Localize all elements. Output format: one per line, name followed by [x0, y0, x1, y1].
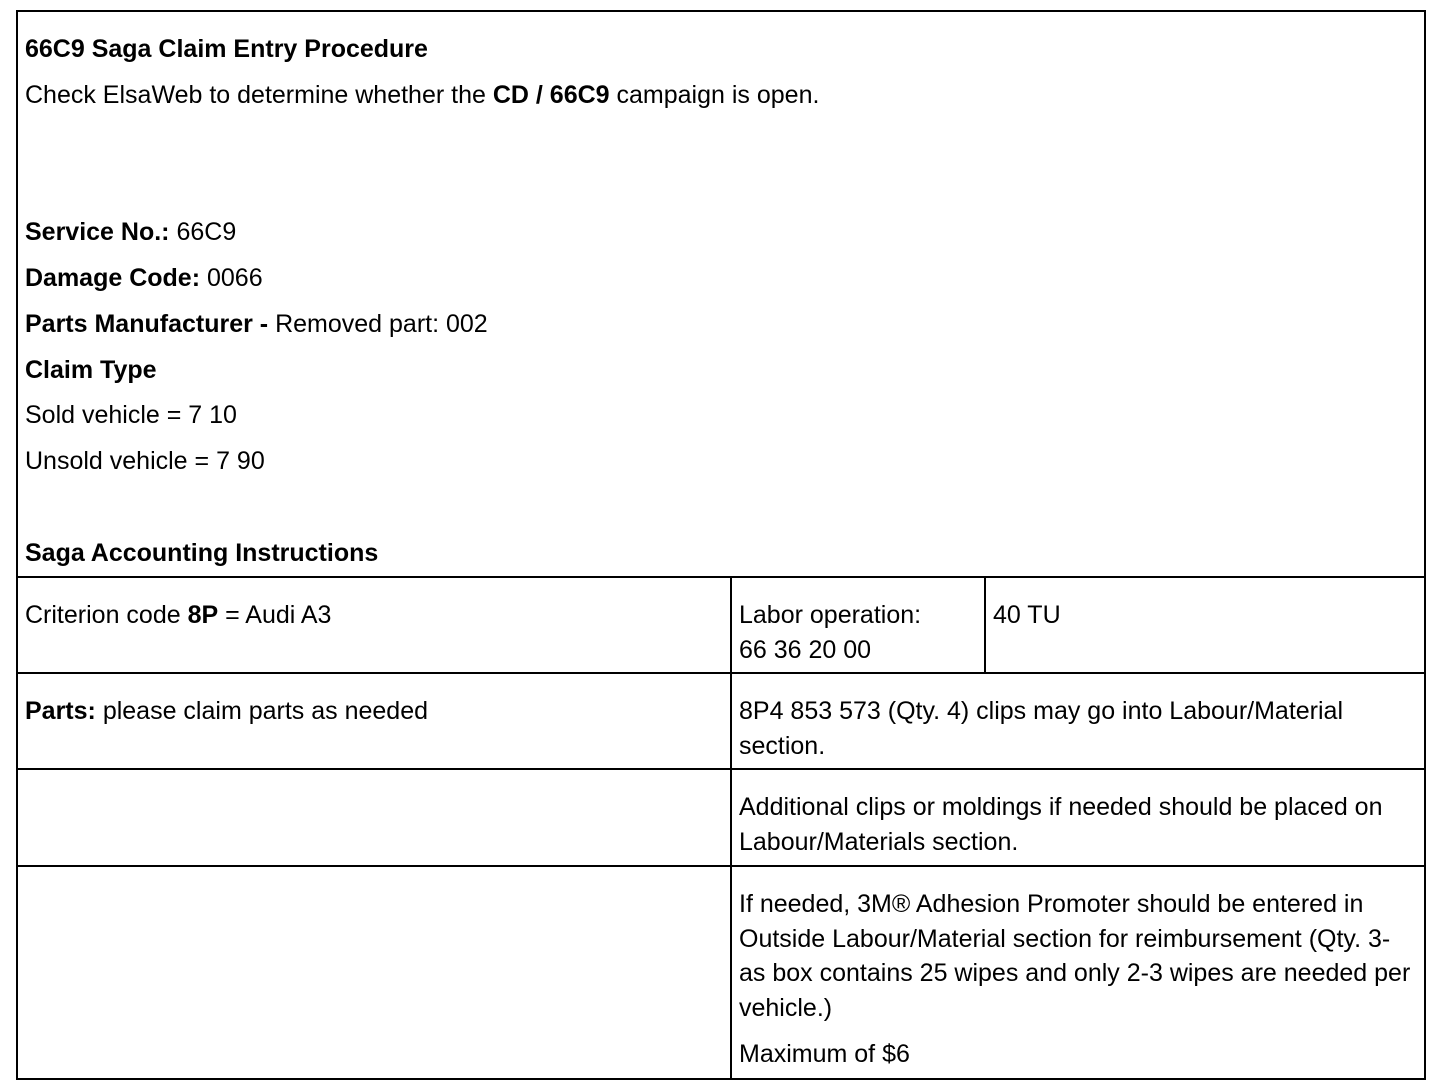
table-row-parts: [18, 674, 1424, 770]
maximum-amount: Maximum of $6: [739, 1040, 910, 1068]
clips-note: 8P4 853 573 (Qty. 4) clips may go into Labour/Material section.: [739, 697, 1344, 760]
unsold-vehicle-code: Unsold vehicle = 7 90: [25, 447, 265, 475]
empty-cell: [18, 867, 732, 1078]
labor-operation-cell: [732, 578, 986, 672]
empty-cell: [18, 770, 732, 865]
parts-manufacturer: Parts Manufacturer - Removed part: 002: [25, 310, 488, 338]
additional-clips-cell: [732, 770, 1424, 865]
additional-clips-note: Additional clips or moldings if needed should be placed on Labour/Materials section.: [739, 793, 1383, 856]
damage-code: Damage Code: 0066: [25, 264, 263, 292]
time-units: 40 TU: [993, 601, 1061, 629]
table-row-adhesion-promoter: [18, 867, 1424, 1078]
table-row-criterion: [18, 578, 1424, 674]
campaign-check-instruction: Check ElsaWeb to determine whether the CD / 66C9 campaign is open.: [25, 81, 820, 109]
parts-note-cell: [732, 674, 1424, 768]
table-row-additional-clips: [18, 770, 1424, 867]
adhesion-promoter-note: If needed, 3M® Adhesion Promoter should be entered in Outside Labour/Material section for reimbursement (Qty. 3- as box contains 25 wipes and only 2-3 wipes are needed per vehicle.): [739, 890, 1411, 1022]
time-units-cell: [986, 578, 1424, 672]
parts-instruction: Parts: please claim parts as needed: [25, 697, 429, 725]
procedure-header-cell: [18, 12, 1424, 578]
labor-operation: [739, 598, 978, 667]
service-number: Service No.: 66C9: [25, 218, 237, 246]
labor-operation-label: Labor operation:: [739, 601, 922, 629]
criterion-cell: [18, 578, 732, 672]
procedure-title: 66C9 Saga Claim Entry Procedure: [25, 35, 428, 63]
claim-type-heading: Claim Type: [25, 356, 157, 384]
adhesion-promoter-cell: [732, 867, 1424, 1078]
sold-vehicle-code: Sold vehicle = 7 10: [25, 401, 237, 429]
parts-cell: [18, 674, 732, 768]
claim-procedure-document: [16, 10, 1426, 1080]
labor-operation-value: 66 36 20 00: [739, 635, 872, 664]
criterion-code: Criterion code 8P = Audi A3: [25, 601, 332, 629]
accounting-heading: Saga Accounting Instructions: [25, 539, 379, 567]
